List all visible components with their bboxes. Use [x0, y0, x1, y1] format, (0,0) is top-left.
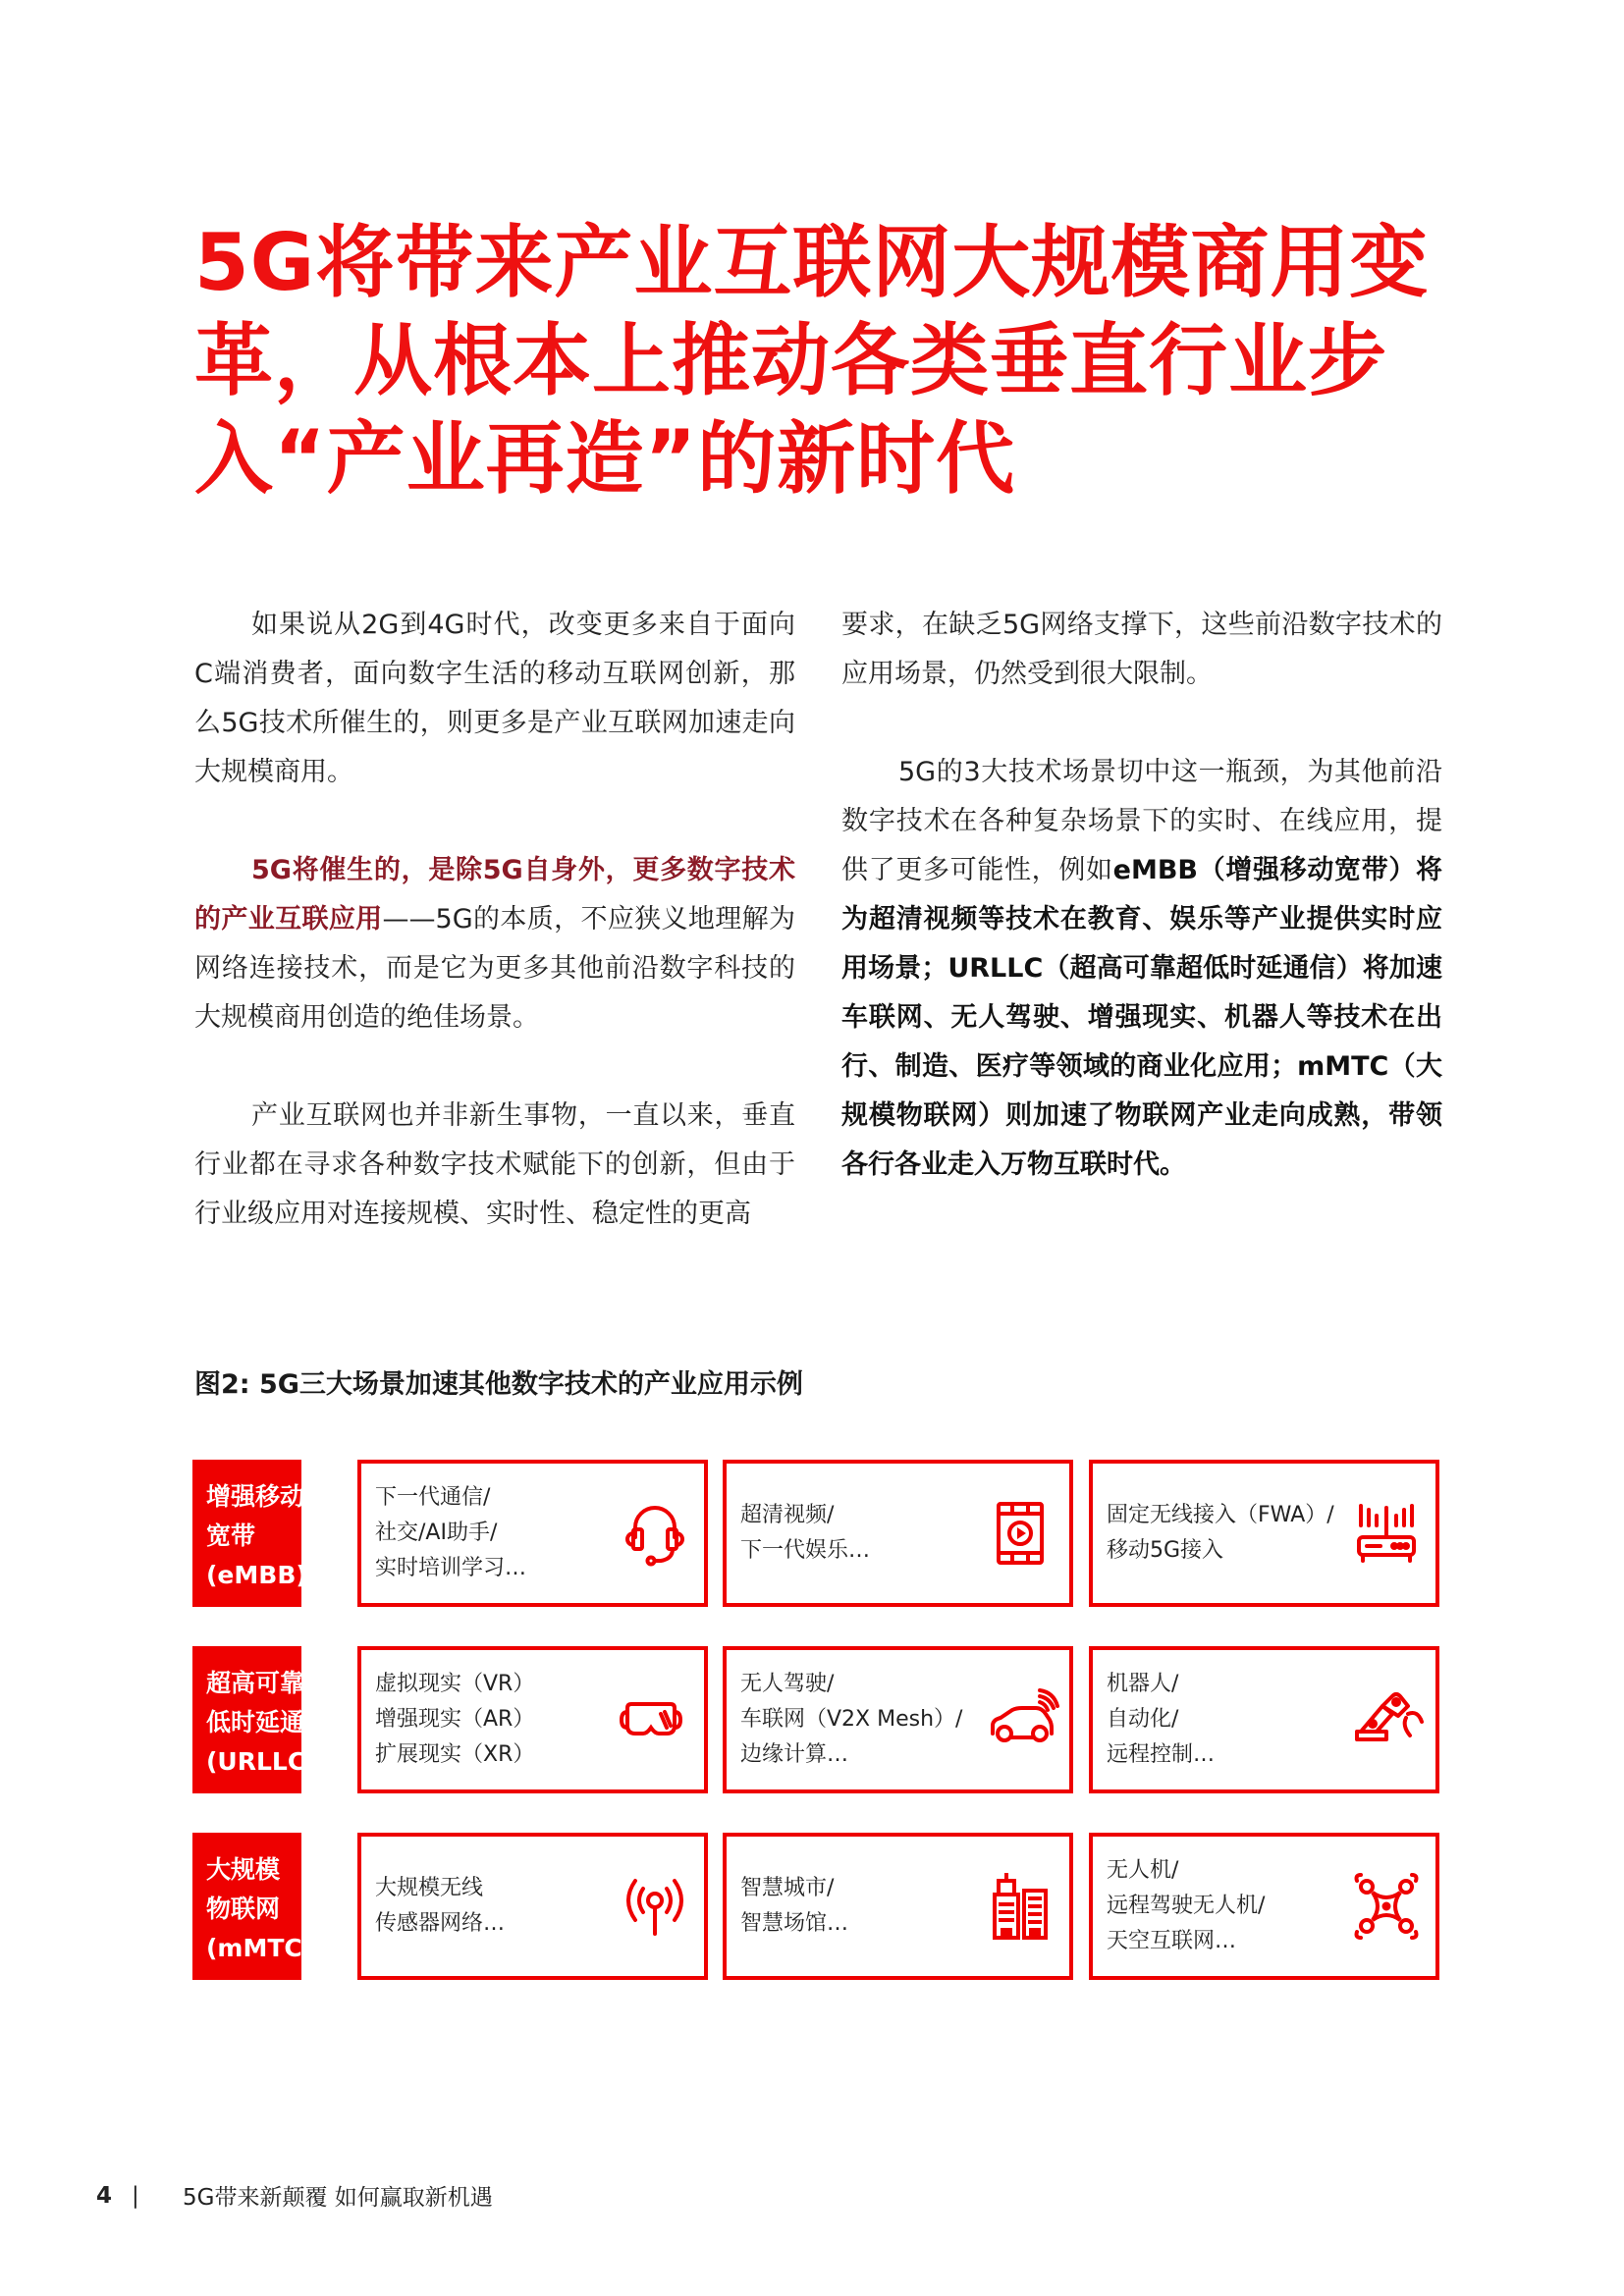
card-line: 自动化/: [1107, 1707, 1179, 1732]
robot-arm-icon: [1349, 1684, 1428, 1755]
row-label-urllc: [192, 1646, 330, 1793]
row-label-line: (mMTC): [206, 1934, 314, 1962]
card-text: [740, 1667, 962, 1773]
scenario-card: [723, 1833, 1073, 1980]
paragraph-text: ——5G的本质，不应狭义地理解为网络连接技术，而是它为更多其他前沿数字科技的大规模商用创造的绝佳场景。: [194, 904, 795, 1033]
card-line: 超清视频/: [740, 1503, 835, 1527]
card-line: 天空互联网…: [1107, 1929, 1237, 1953]
scenario-card: [357, 1833, 708, 1980]
row-label-line: 宽带: [206, 1522, 256, 1550]
scenario-card: [357, 1460, 708, 1607]
card-text: [1107, 1667, 1215, 1773]
body-column-right: [841, 601, 1442, 1239]
video-play-icon: [985, 1498, 1056, 1569]
headline-line-3: 入“产业再造”的新时代: [194, 413, 1016, 505]
card-text: [375, 1667, 534, 1773]
card-line: 增强现实（AR）: [375, 1707, 535, 1732]
headline-line-1: 5G将带来产业互联网大规模商用变: [194, 217, 1430, 308]
card-text: [740, 1498, 870, 1569]
router-icon: [1351, 1498, 1422, 1569]
card-text: [375, 1480, 526, 1586]
city-buildings-icon: [985, 1871, 1056, 1942]
headset-icon: [620, 1498, 690, 1569]
paragraph-emphasis: [194, 846, 795, 1042]
card-line: 下一代通信/: [375, 1485, 491, 1510]
row-label-line: (eMBB): [206, 1561, 307, 1589]
card-text: [375, 1871, 505, 1942]
paragraph-text: 5G的3大技术场景切中这一瓶颈，为其他前沿数字技术在各种复杂场景下的实时、在线应用，提供了更多可能性，例如: [841, 757, 1442, 885]
paragraph-intro: 如果说从2G到4G时代，改变更多来自于面向C端消费者，面向数字生活的移动互联网创新，那么5G技术所催生的，则更多是产业互联网加速走向大规模商用。: [194, 610, 795, 787]
card-line: 远程控制…: [1107, 1742, 1216, 1767]
wireless-sensor-icon: [620, 1871, 690, 1942]
connected-car-icon: [983, 1684, 1061, 1755]
card-text: [1107, 1853, 1265, 1959]
card-line: 虚拟现实（VR）: [375, 1672, 535, 1696]
card-line: 边缘计算…: [740, 1742, 849, 1767]
row-label-line: 增强移动: [206, 1482, 305, 1511]
card-line: 智慧场馆…: [740, 1911, 849, 1936]
paragraph-scenarios: [841, 748, 1442, 1190]
row-label-line: 大规模: [206, 1855, 281, 1884]
card-line: 传感器网络…: [375, 1911, 506, 1936]
paragraph-continued: 要求，在缺乏5G网络支撑下，这些前沿数字技术的应用场景，仍然受到很大限制。: [841, 610, 1442, 689]
vr-goggles-icon: [608, 1684, 694, 1755]
row-label-embb: [192, 1460, 307, 1607]
card-line: 无人机/: [1107, 1858, 1179, 1883]
card-text: [1107, 1498, 1334, 1569]
card-line: 机器人/: [1107, 1672, 1179, 1696]
figure-title: 图2: 5G三大场景加速其他数字技术的产业应用示例: [194, 1369, 803, 1400]
card-line: 远程驾驶无人机/: [1107, 1894, 1266, 1918]
paragraph-industry: 产业互联网也并非新生事物，一直以来，垂直行业都在寻求各种数字技术赋能下的创新，但由于行业级应用对连接规模、实时性、稳定性的更高: [194, 1100, 795, 1229]
card-line: 智慧城市/: [740, 1876, 835, 1900]
body-column-left: [194, 601, 795, 1288]
row-label-line: 超高可靠超: [206, 1669, 330, 1697]
drone-icon: [1351, 1871, 1422, 1942]
card-line: 扩展现实（XR）: [375, 1742, 535, 1767]
scenario-card: [723, 1460, 1073, 1607]
scenario-card: [1089, 1460, 1439, 1607]
card-line: 实时培训学习…: [375, 1556, 527, 1580]
scenario-card: [357, 1646, 708, 1793]
emphasis-text: 5G将催生的，是除5G自身外，更多数字技术的产业互联应用: [194, 855, 795, 934]
page-footer: [96, 2179, 493, 2212]
card-line: 无人驾驶/: [740, 1672, 835, 1696]
card-line: 固定无线接入（FWA）/: [1107, 1503, 1334, 1527]
headline-line-2: 革，从根本上推动各类垂直行业步: [194, 315, 1387, 406]
bold-text: eMBB（增强移动宽带）将为超清视频等技术在教育、娱乐等产业提供实时应用场景；URLLC（超高可靠超低时延通信）将加速车联网、无人驾驶、增强现实、机器人等技术在出行、制造、医疗等领域的商业化应用；mMTC（大规模物联网）则加速了物联网产业走向成熟，带领各行各业走入万物互联时代。: [841, 855, 1443, 1180]
card-line: 大规模无线: [375, 1876, 484, 1900]
scenario-card: [723, 1646, 1073, 1793]
card-line: 车联网（V2X Mesh）/: [740, 1707, 963, 1732]
card-line: 下一代娱乐…: [740, 1538, 871, 1563]
row-label-line: (URLLC): [206, 1747, 317, 1776]
page-number: 4: [96, 2182, 113, 2209]
card-line: 社交/AI助手/: [375, 1521, 498, 1545]
scenario-card: [1089, 1833, 1439, 1980]
row-label-line: 低时延通信: [206, 1708, 330, 1736]
publication-title: 5G带来新颠覆 如何赢取新机遇: [183, 2185, 493, 2211]
footer-separator: |: [132, 2182, 139, 2209]
row-label-mmtc: [192, 1833, 314, 1980]
scenario-card: [1089, 1646, 1439, 1793]
row-label-line: 物联网: [206, 1895, 281, 1923]
card-text: [740, 1871, 848, 1942]
page-headline: [194, 214, 1471, 508]
card-line: 移动5G接入: [1107, 1538, 1224, 1563]
